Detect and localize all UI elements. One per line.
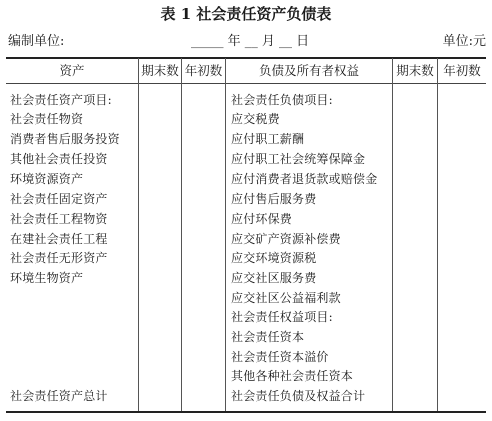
asset-item: 社会责任固定资产	[10, 192, 108, 206]
equity-item: 社会责任资本溢价	[231, 350, 329, 364]
asset-item: 消费者售后服务投资	[10, 132, 120, 146]
asset-item: 环境生物资产	[10, 271, 84, 285]
liability-item: 应交社区服务费	[231, 271, 317, 285]
currency-unit-label: 单位:元	[442, 34, 486, 49]
meta-row	[8, 33, 486, 51]
equity-item: 社会责任资本	[231, 330, 305, 344]
liability-item: 应付职工社会统筹保障金	[231, 152, 366, 166]
liability-item: 社会责任负债项目:	[231, 93, 333, 107]
header-assets: 资产	[59, 63, 85, 78]
liability-equity-total: 社会责任负债及权益合计	[231, 389, 366, 403]
top-rule	[6, 57, 486, 59]
liability-item: 应交社区公益福利款	[231, 291, 341, 305]
asset-item: 社会责任无形资产	[10, 251, 108, 265]
equity-item: 其他各种社会责任资本	[231, 369, 354, 383]
column-divider	[138, 58, 139, 411]
header-begin-balance: 年初数	[184, 63, 223, 78]
bottom-rule	[6, 411, 486, 413]
header-begin-balance-2: 年初数	[443, 63, 481, 78]
column-divider	[225, 58, 226, 411]
preparing-unit-label: 编制单位:	[8, 34, 65, 49]
header-liabilities-equity: 负债及所有者权益	[258, 63, 359, 78]
asset-item: 社会责任工程物资	[10, 212, 108, 226]
asset-item: 社会责任物资	[10, 112, 84, 126]
asset-item: 在建社会责任工程	[10, 232, 108, 246]
liability-item: 应付售后服务费	[231, 192, 317, 206]
asset-item: 其他社会责任投资	[10, 152, 108, 166]
column-divider	[392, 58, 393, 411]
liability-item: 应付职工薪酬	[231, 132, 305, 146]
column-divider	[181, 58, 182, 411]
header-end-balance: 期末数	[141, 63, 179, 78]
liability-item: 应交矿产资源补偿费	[231, 232, 341, 246]
liability-item: 应付消费者退货款或赔偿金	[231, 172, 378, 186]
liability-item: 应交税费	[231, 112, 280, 126]
asset-item: 环境资源资产	[10, 172, 84, 186]
column-divider	[437, 58, 438, 411]
table-title: 表 1 社会责任资产负债表	[160, 5, 332, 23]
header-rule	[6, 83, 486, 84]
asset-total: 社会责任资产总计	[10, 389, 108, 403]
date-line: _____ 年 __ 月 __ 日	[191, 34, 310, 49]
liability-item: 应交环境资源税	[231, 251, 317, 265]
liability-item: 应付环保费	[231, 212, 293, 226]
equity-item: 社会责任权益项目:	[231, 310, 333, 324]
asset-item: 社会责任资产项目:	[10, 93, 112, 107]
header-end-balance-2: 期末数	[396, 63, 434, 78]
